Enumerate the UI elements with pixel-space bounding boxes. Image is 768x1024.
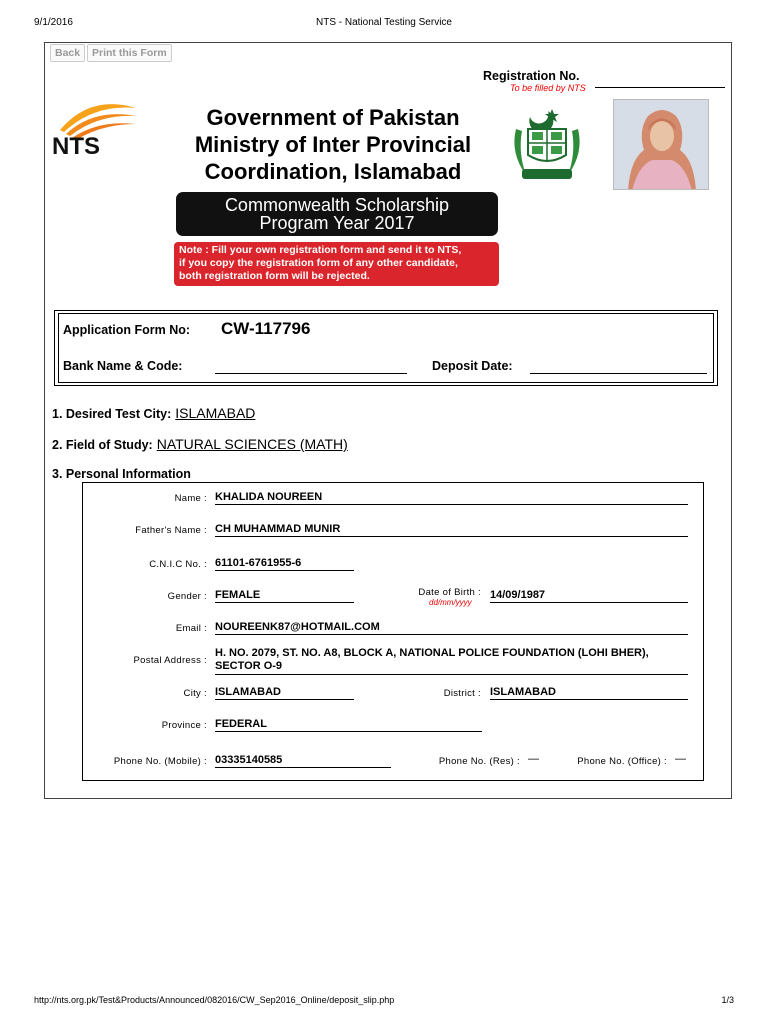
government-header — [176, 104, 490, 185]
postal-address-label: Postal Address : — [133, 655, 207, 666]
test-city-value: ISLAMABAD — [175, 405, 256, 421]
field-of-study-section — [52, 436, 348, 452]
program-line-2: Program Year 2017 — [259, 213, 415, 233]
email-label: Email : — [175, 623, 207, 634]
res-phone-value: — — [528, 753, 539, 765]
cnic-value: 61101-6761955-6 — [215, 557, 354, 571]
back-button[interactable]: Back — [50, 44, 85, 62]
name-label: Name : — [174, 493, 207, 504]
print-form-button[interactable]: Print this Form — [87, 44, 172, 62]
page-url: http://nts.org.pk/Test&Products/Announced/082016/CW_Sep2016_Online/deposit_slip.php — [34, 995, 395, 1005]
dob-format-hint: dd/mm/yyyy — [429, 598, 472, 607]
office-phone-label: Phone No. (Office) : — [577, 756, 667, 767]
bank-name-label: Bank Name & Code: — [63, 359, 183, 373]
page-number: 1/3 — [721, 995, 734, 1005]
province-value: FEDERAL — [215, 718, 482, 732]
mobile-label: Phone No. (Mobile) : — [113, 756, 207, 767]
registration-line — [595, 87, 725, 88]
personal-info-heading: 3. Personal Information — [52, 467, 191, 481]
gender-label: Gender : — [167, 591, 207, 602]
cnic-label: C.N.I.C No. : — [149, 559, 207, 570]
bank-name-line — [215, 373, 407, 374]
office-phone-value: — — [675, 753, 686, 765]
city-value: ISLAMABAD — [215, 686, 354, 700]
province-label: Province : — [161, 720, 207, 731]
dob-value: 14/09/1987 — [490, 589, 688, 603]
note-line-3: both registration form will be rejected. — [179, 270, 370, 282]
field-of-study-value: NATURAL SCIENCES (MATH) — [156, 436, 348, 452]
nts-logo-text: NTS — [52, 133, 100, 158]
deposit-date-label: Deposit Date: — [432, 359, 513, 373]
registration-label: Registration No. — [483, 69, 580, 83]
deposit-date-line — [530, 373, 707, 374]
application-form-no-label: Application Form No: — [63, 323, 191, 337]
city-label: City : — [183, 688, 207, 699]
field-of-study-label: 2. Field of Study: — [52, 438, 153, 452]
father-name-label: Father's Name : — [135, 525, 207, 536]
program-banner — [176, 192, 498, 236]
applicant-photo — [613, 99, 709, 190]
applicant-photo-image — [614, 100, 709, 190]
gender-value: FEMALE — [215, 589, 354, 603]
res-phone-label: Phone No. (Res) : — [438, 756, 520, 767]
application-form-no: CW-117796 — [221, 319, 311, 338]
print-date: 9/1/2016 — [34, 17, 73, 28]
pakistan-emblem — [508, 103, 586, 185]
registration-note: To be filled by NTS — [510, 83, 586, 93]
district-value: ISLAMABAD — [490, 686, 688, 700]
father-name-value: CH MUHAMMAD MUNIR — [215, 523, 688, 537]
note-line-2: if you copy the registration form of any other candidate, — [179, 257, 458, 269]
header-line-3: Coordination, Islamabad — [204, 159, 462, 184]
nts-logo — [50, 98, 140, 158]
mobile-value: 03335140585 — [215, 754, 391, 768]
header-line-2: Ministry of Inter Provincial — [194, 132, 472, 157]
program-line-1: Commonwealth Scholarship — [224, 195, 450, 215]
header-line-1: Government of Pakistan — [206, 105, 460, 130]
document-title: NTS - National Testing Service — [316, 17, 452, 28]
email-value: NOUREENK87@HOTMAIL.COM — [215, 621, 688, 635]
name-value: KHALIDA NOUREEN — [215, 491, 688, 505]
note-line-1: Note : Fill your own registration form and send it to NTS, — [179, 244, 462, 256]
postal-address-value: H. NO. 2079, ST. NO. A8, BLOCK A, NATIONAL POLICE FOUNDATION (LOHI BHER), SECTOR O-9 — [215, 647, 688, 675]
district-label: District : — [443, 688, 481, 699]
test-city-label: 1. Desired Test City: — [52, 407, 172, 421]
dob-label: Date of Birth : — [418, 587, 481, 598]
test-city-section — [52, 405, 255, 421]
warning-note — [174, 242, 499, 286]
